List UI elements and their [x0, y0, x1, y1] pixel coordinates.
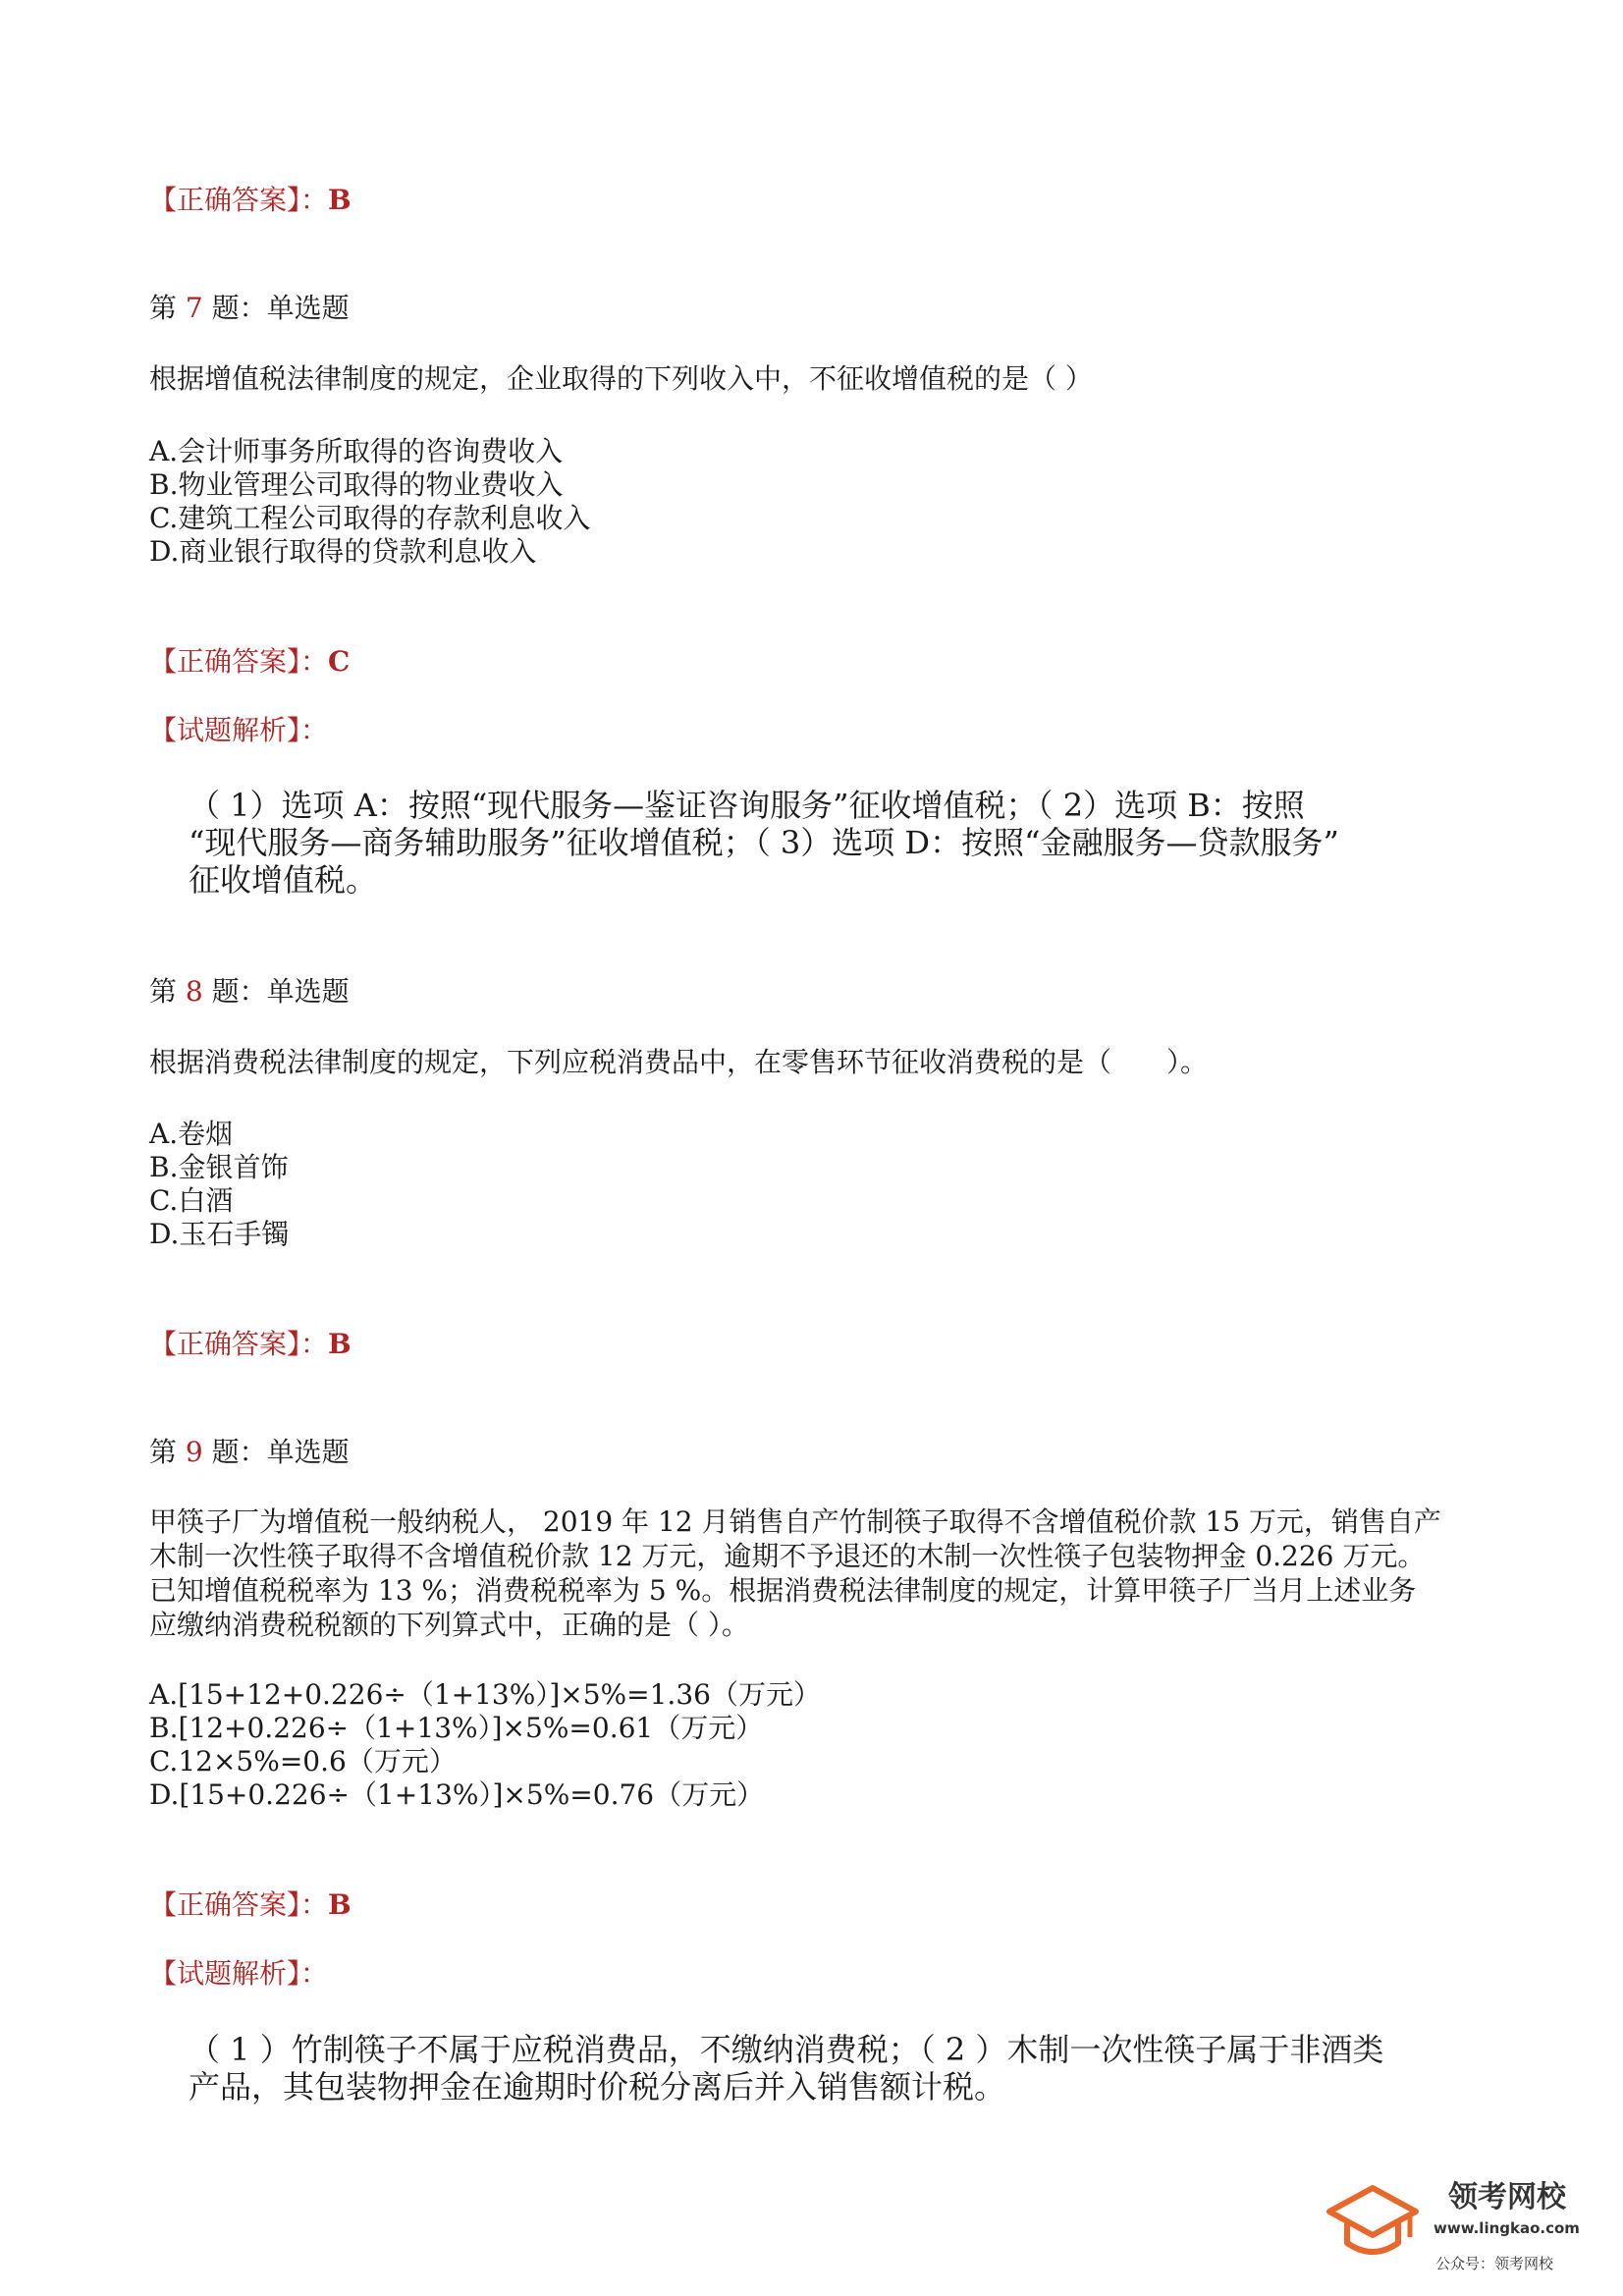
q8-header [149, 975, 350, 1008]
graduation-cap-icon [1324, 2182, 1422, 2270]
question-number: 9 [185, 1436, 203, 1468]
question-number: 8 [185, 975, 203, 1008]
q7-header [149, 292, 350, 324]
q9-stem-line-1: 甲筷子厂为增值税一般纳税人， 2019 年 12 月销售自产竹制筷子取得不含增值税价款 15 万元，销售自产 [149, 1505, 1441, 1538]
watermark-wechat: 公众号：领考网校 [1435, 2255, 1554, 2272]
q8-option-d: D.玉石手镯 [149, 1218, 290, 1250]
question-prefix: 第 [149, 292, 178, 324]
q7-option-d: D.商业银行取得的贷款利息收入 [149, 535, 537, 568]
q9-analysis-line-2: 产品，其包装物押金在逾期时价税分离后并入销售额计税。 [189, 2068, 1006, 2105]
q7-analysis-line-2: “现代服务—商务辅助服务”征收增值税；（ 3）选项 D：按照“金融服务—贷款服务” [189, 824, 1339, 861]
question-prefix: 第 [149, 975, 178, 1008]
q8-option-a: A.卷烟 [149, 1118, 234, 1150]
q7-analysis-line-1: （ 1）选项 A：按照“现代服务—鉴证咨询服务”征收增值税；（ 2）选项 B：按照 [189, 787, 1305, 824]
q7-stem: 根据增值税法律制度的规定，企业取得的下列收入中，不征收增值税的是（ ） [149, 362, 1093, 395]
q6-answer [149, 184, 352, 216]
q8-answer [149, 1328, 352, 1360]
q7-option-c: C.建筑工程公司取得的存款利息收入 [149, 502, 591, 534]
q9-analysis-line-1: （ 1 ）竹制筷子不属于应税消费品，不缴纳消费税；（ 2 ）木制一次性筷子属于非酒类 [189, 2031, 1384, 2068]
answer-label: 【正确答案】： [149, 184, 329, 216]
q9-stem-line-2: 木制一次性筷子取得不含增值税价款 12 万元，逾期不予退还的木制一次性筷子包装物押金 0.226 万元。 [149, 1540, 1426, 1572]
watermark-logo [1324, 2172, 1579, 2280]
q8-option-b: B.金银首饰 [149, 1151, 289, 1183]
answer-label: 【正确答案】： [149, 645, 329, 678]
answer-value: B [328, 184, 352, 216]
answer-label: 【正确答案】： [149, 1328, 329, 1360]
q9-option-c: C.12×5%=0.6（万元） [149, 1745, 457, 1777]
answer-value: B [328, 1888, 352, 1921]
q7-option-a: A.会计师事务所取得的咨询费收入 [149, 435, 564, 467]
question-type: 题：单选题 [211, 292, 350, 324]
question-prefix: 第 [149, 1436, 178, 1468]
q7-analysis-line-3: 征收增值税。 [189, 861, 378, 899]
q9-analysis-label: 【试题解析】： [149, 1957, 329, 1990]
question-number: 7 [185, 292, 203, 324]
q9-option-a: A.[15+12+0.226÷（1+13%）]×5%=1.36（万元） [149, 1678, 821, 1711]
q8-stem: 根据消费税法律制度的规定，下列应税消费品中，在零售环节征收消费税的是（ ）。 [149, 1046, 1209, 1078]
q7-answer [149, 645, 351, 678]
q7-analysis-label: 【试题解析】： [149, 714, 329, 746]
q8-option-c: C.白酒 [149, 1184, 234, 1217]
answer-label: 【正确答案】： [149, 1888, 329, 1921]
q7-option-b: B.物业管理公司取得的物业费收入 [149, 468, 564, 501]
q9-option-d: D.[15+0.226÷（1+13%）]×5%=0.76（万元） [149, 1778, 765, 1811]
question-type: 题：单选题 [211, 975, 350, 1008]
watermark-site: www.lingkao.com [1434, 2219, 1580, 2237]
q9-answer [149, 1888, 352, 1921]
watermark-brand: 领考网校 [1448, 2180, 1566, 2214]
q9-stem-line-4: 应缴纳消费税税额的下列算式中，正确的是（ ）。 [149, 1609, 749, 1641]
q9-header [149, 1436, 350, 1468]
answer-value: B [328, 1328, 352, 1360]
answer-value: C [328, 645, 351, 678]
q9-option-b: B.[12+0.226÷（1+13%）]×5%=0.61（万元） [149, 1712, 764, 1744]
question-type: 题：单选题 [211, 1436, 350, 1468]
q9-stem-line-3: 已知增值税税率为 13 %；消费税税率为 5 %。根据消费税法律制度的规定，计算甲筷子厂当月上述业务 [149, 1574, 1417, 1607]
